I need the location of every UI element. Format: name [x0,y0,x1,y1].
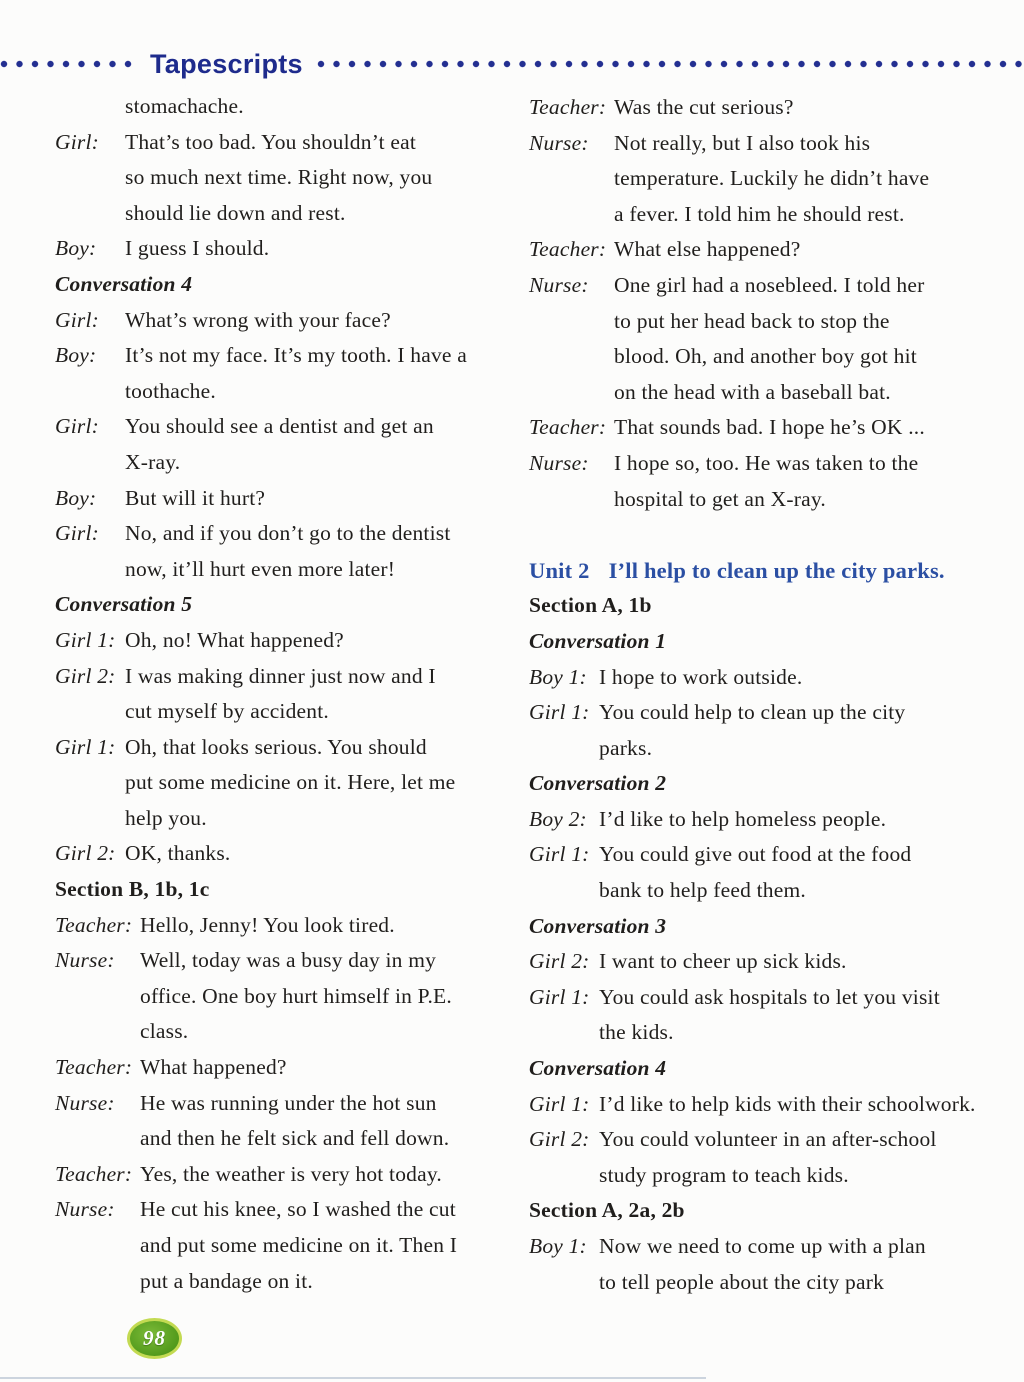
speaker-label: Nurse: [529,130,589,155]
line-text: to put her head back to stop the [614,308,890,333]
section-heading: Section A, 1b [529,593,652,618]
dialogue-line [55,943,507,979]
dialogue-line [529,695,1001,731]
line-text: stomachache. [125,94,244,118]
line-text: Well, today was a busy day in my [140,948,437,973]
line-text: parks. [599,735,653,760]
line-text: Yes, the weather is very hot today. [140,1161,442,1186]
line-text: cut myself by accident. [125,699,329,724]
page-title: Tapescripts [150,48,303,79]
line-text: OK, thanks. [125,841,231,866]
line-text: Oh, that looks serious. You should [125,734,427,759]
dialogue-line [529,268,1001,304]
dialogue-line [529,1158,1001,1194]
line-text: the kids. [599,1020,674,1045]
dialogue-line [55,836,507,872]
dialogue-line [55,481,507,517]
dialogue-line [55,160,507,196]
dialogue-line [55,374,507,410]
line-text: hospital to get an X-ray. [614,486,826,511]
dialogue-line [55,196,507,232]
dialogue-line [55,338,507,374]
dialogue-line [55,623,507,659]
dialogue-line [55,516,507,552]
line-text: One girl had a nosebleed. I told her [614,272,925,297]
unit-heading [529,553,1001,589]
dialogue-line [529,197,1001,233]
dotted-rule-left [0,60,138,68]
speaker-label: Teacher: [529,95,607,119]
dialogue-line [529,980,1001,1016]
line-text: so much next time. Right now, you [125,165,433,190]
dialogue-line [529,1229,1001,1265]
page-number: 98 [143,1326,166,1350]
speaker-label: Boy: [55,485,97,510]
line-text: should lie down and rest. [125,200,346,225]
dialogue-line [529,126,1001,162]
line-text: I hope to work outside. [599,664,803,689]
line-text: I want to cheer up sick kids. [599,949,847,974]
line-text: You could volunteer in an after-school [599,1127,937,1152]
dialogue-line [529,304,1001,340]
speaker-label: Girl: [55,307,99,332]
line-text: I hope so, too. He was taken to the [614,450,919,475]
right-column [529,90,1001,1300]
dialogue-line [55,231,507,267]
dialogue-line [529,410,1001,446]
line-text: study program to teach kids. [599,1162,849,1187]
speaker-label: Nurse: [55,948,115,973]
line-text: Oh, no! What happened? [125,627,344,652]
speaker-label: Nurse: [529,272,589,297]
dialogue-line [529,375,1001,411]
speaker-label: Girl 1: [529,1091,590,1116]
line-text: You could ask hospitals to let you visit [599,984,940,1009]
dialogue-line [529,1265,1001,1301]
conversation-heading: Conversation 4 [529,1056,667,1081]
line-text: I was making dinner just now and I [125,663,436,688]
speaker-label: Girl: [55,414,99,439]
line-text: What’s wrong with your face? [125,307,391,332]
line-text: a fever. I told him he should rest. [614,201,905,226]
line-text: now, it’ll hurt even more later! [125,556,396,581]
line-text: I’d like to help kids with their schoolwork. [599,1091,976,1116]
speaker-label: Girl 2: [55,663,116,688]
dialogue-line [55,694,507,730]
speaker-label: Girl 2: [55,841,116,866]
dialogue-line [55,730,507,766]
dialogue-line [55,1014,507,1050]
dialogue-line [55,1192,507,1228]
dialogue-line [55,1121,507,1157]
speaker-label: Girl: [55,521,99,546]
line-text: help you. [125,805,207,830]
dialogue-line [529,873,1001,909]
speaker-label: Teacher: [529,237,607,262]
line-text: Now we need to come up with a plan [599,1234,926,1258]
speaker-label: Nurse: [55,1197,115,1222]
line-text: That’s too bad. You shouldn’t eat [125,129,417,154]
dialogue-line [529,1015,1001,1051]
left-column [55,89,507,1299]
dialogue-line [55,1086,507,1122]
speaker-label: Teacher: [55,1055,133,1080]
speaker-label: Girl 1: [55,627,116,652]
dialogue-line [529,944,1001,980]
speaker-label: Girl 1: [529,842,590,867]
dialogue-line [55,1157,507,1193]
line-text: bank to help feed them. [599,878,806,903]
dialogue-line [529,731,1001,767]
line-text: You should see a dentist and get an [125,414,434,439]
dialogue-line [529,482,1001,518]
dialogue-line [55,125,507,161]
speaker-label: Nurse: [55,1090,115,1115]
dialogue-line [55,445,507,481]
dialogue-line [529,837,1001,873]
conversation-heading: Conversation 4 [55,271,193,296]
conversation-heading: Conversation 1 [529,628,667,653]
line-text: You could help to clean up the city [599,700,906,725]
line-text: What else happened? [614,237,801,262]
dialogue-line [55,303,507,339]
speaker-label: Boy: [55,236,97,261]
line-text: But will it hurt? [125,485,266,510]
speaker-label: Girl: [55,129,99,154]
dialogue-line [529,232,1001,268]
dialogue-line [55,979,507,1015]
line-text: It’s not my face. It’s my tooth. I have a [125,343,467,368]
conversation-heading: Conversation 2 [529,771,667,796]
speaker-label: Girl 1: [529,700,590,725]
line-text: and put some medicine on it. Then I [140,1233,458,1257]
line-text: I guess I should. [125,236,270,261]
dialogue-line [55,409,507,445]
line-text: toothache. [125,378,216,403]
conversation-heading: Conversation 5 [55,592,193,617]
speaker-label: Girl 1: [55,734,116,759]
line-text: and then he felt sick and fell down. [140,1126,450,1151]
line-text: Was the cut serious? [614,95,794,119]
dialogue-line [55,89,507,125]
unit-title: I’ll help to clean up the city parks. [608,557,945,583]
speaker-label: Boy 2: [529,806,587,831]
page-number-badge [127,1318,182,1359]
dialogue-line [529,446,1001,482]
dialogue-line [529,339,1001,375]
speaker-label: Teacher: [529,415,607,440]
speaker-label: Boy 1: [529,664,587,689]
line-text: put some medicine on it. Here, let me [125,770,456,795]
speaker-label: Teacher: [55,1161,133,1186]
dialogue-line [529,802,1001,838]
line-text: Hello, Jenny! You look tired. [140,912,395,937]
speaker-label: Nurse: [529,450,589,475]
speaker-label: Girl 1: [529,984,590,1009]
tapescripts-header [0,49,1024,79]
dialogue-line [55,659,507,695]
spacer [529,517,1001,553]
dialogue-line [55,908,507,944]
dialogue-line [55,801,507,837]
line-text: Not really, but I also took his [614,130,871,155]
line-text: I’d like to help homeless people. [599,806,887,831]
line-text: What happened? [140,1055,287,1080]
dialogue-line [529,161,1001,197]
line-text: He cut his knee, so I washed the cut [140,1197,456,1222]
line-text: blood. Oh, and another boy got hit [614,344,917,369]
dialogue-line [529,660,1001,696]
line-text: temperature. Luckily he didn’t have [614,166,930,191]
speaker-label: Girl 2: [529,1127,590,1152]
line-text: on the head with a baseball bat. [614,379,891,404]
speaker-label: Girl 2: [529,949,590,974]
dialogue-line [529,1122,1001,1158]
dotted-rule-right [317,60,1024,68]
dialogue-line [55,552,507,588]
dialogue-line [55,1264,507,1300]
dialogue-line [529,1087,1001,1123]
line-text: class. [140,1019,189,1044]
dialogue-line [55,765,507,801]
section-heading: Section A, 2a, 2b [529,1198,685,1223]
dialogue-line [529,90,1001,126]
line-text: put a bandage on it. [140,1268,313,1293]
dialogue-line [55,1228,507,1264]
unit-number: Unit 2 [529,557,590,583]
line-text: No, and if you don’t go to the dentist [125,521,451,546]
speaker-label: Teacher: [55,912,133,937]
line-text: He was running under the hot sun [140,1090,437,1115]
scan-edge-line [0,1377,706,1379]
dialogue-line [55,1050,507,1086]
line-text: office. One boy hurt himself in P.E. [140,983,452,1008]
speaker-label: Boy: [55,343,97,368]
conversation-heading: Conversation 3 [529,913,667,938]
line-text: to tell people about the city park [599,1269,885,1294]
line-text: You could give out food at the food [599,842,912,867]
speaker-label: Boy 1: [529,1234,587,1258]
section-heading: Section B, 1b, 1c [55,877,210,902]
line-text: X-ray. [125,449,181,474]
line-text: That sounds bad. I hope he’s OK ... [614,415,925,440]
